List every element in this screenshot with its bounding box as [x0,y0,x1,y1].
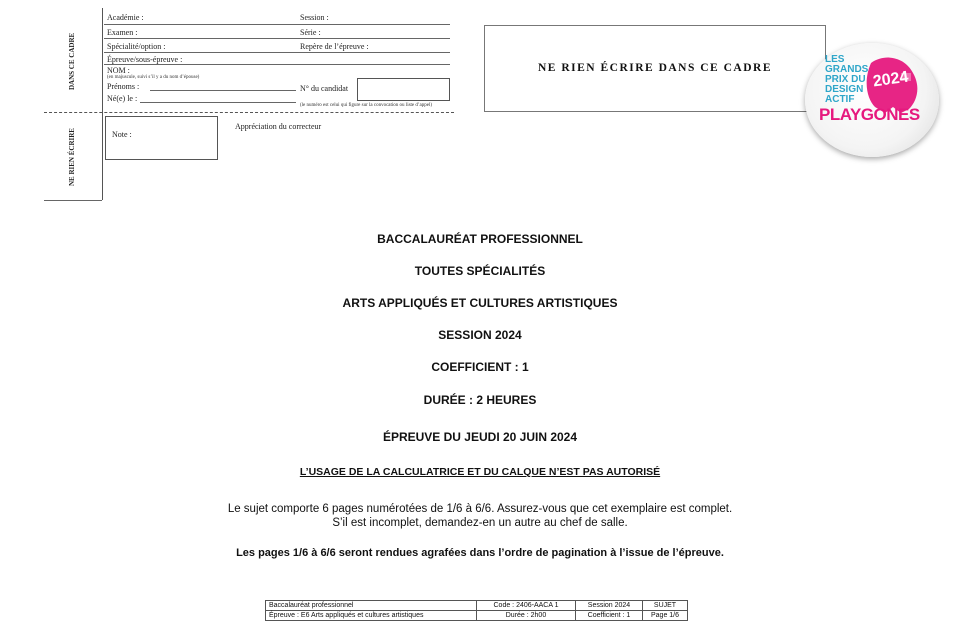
exam-line-1: BACCALAURÉAT PROFESSIONNEL [377,232,583,246]
academie-label: Académie : [107,13,144,22]
row-line [104,64,450,65]
table-cell: Code : 2406-AACA 1 [477,601,576,611]
exam-paragraph-2: S’il est incomplet, demandez-en un autre au chef de salle. [332,517,628,529]
form-left-border [102,8,103,200]
table-cell: Page 1/6 [643,611,688,621]
table-cell: Épreuve : E6 Arts appliqués et cultures artistiques [266,611,477,621]
exam-line-3: ARTS APPLIQUÉS ET CULTURES ARTISTIQUES [342,296,618,310]
row-line [104,52,450,53]
exam-line-4: SESSION 2024 [438,328,522,342]
exam-date: ÉPREUVE DU JEUDI 20 JUIN 2024 [382,430,578,444]
badge-year: 2024 [871,68,910,91]
badge-line5: ACTIF [825,94,855,105]
badge-brand: PLAYGONES [819,105,920,124]
table-cell: Coefficient : 1 [576,611,643,621]
exam-line-2: TOUTES SPÉCIALITÉS [414,264,546,278]
note-box[interactable] [105,116,218,160]
session-label: Session : [300,13,329,22]
repere-label: Repère de l’épreuve : [300,42,369,51]
nom-label: NOM : [107,66,130,75]
playgones-badge [805,43,939,157]
row-line [104,24,450,25]
row-line [140,102,296,103]
table-row [266,601,688,611]
exam-line-5: COEFFICIENT : 1 [431,360,529,374]
cut-line [44,112,454,113]
prenoms-label: Prénoms : [107,82,140,91]
footer-table [265,600,688,621]
appreciation-label: Appréciation du correcteur [235,122,322,131]
specialite-label: Spécialité/option : [107,42,166,51]
row-line [150,90,296,91]
table-cell: SUJET [643,601,688,611]
epreuve-label: Épreuve/sous-épreuve : [107,55,183,64]
candidate-number-box[interactable] [357,78,450,101]
serie-label: Série : [300,28,321,37]
exam-paragraph-1: Le sujet comporte 6 pages numérotées de 1/6 à 6/6. Assurez-vous que cet exemplaire est complet. [227,503,733,515]
note-label: Note : [112,130,132,139]
badge-line4: DESIGN [825,84,864,95]
table-cell: Session 2024 [576,601,643,611]
vertical-label-bottom: NE RIEN ÉCRIRE [68,128,76,186]
nom-hint: (en majuscule, suivi s’il y a du nom d’épouse) [107,75,200,80]
table-row [266,611,688,621]
badge-line1: LES [825,54,845,65]
ne-le-label: Né(e) le : [107,94,138,103]
table-cell: Baccalauréat professionnel [266,601,477,611]
candidat-label: N° du candidat [300,84,349,93]
do-not-write-frame [484,25,826,112]
exam-notice: L’USAGE DE LA CALCULATRICE ET DU CALQUE N’EST PAS AUTORISÉ [299,466,661,478]
examen-label: Examen : [107,28,138,37]
exam-paragraph-3: Les pages 1/6 à 6/6 seront rendues agrafées dans l’ordre de pagination à l’issue de l’épreuve. [236,547,724,559]
do-not-write-text: NE RIEN ÉCRIRE DANS CE CADRE [537,62,772,74]
exam-line-6: DURÉE : 2 HEURES [423,393,537,407]
candidat-hint: (le numéro est celui qui figure sur la convocation ou liste d’appel) [300,103,433,108]
badge-line3: PRIX DU [825,74,866,85]
table-cell: Durée : 2h00 [477,611,576,621]
form-bottom-border [44,200,102,201]
row-line [104,38,450,39]
badge-line2: GRANDS [825,64,869,75]
badge-text-block [825,55,868,105]
vertical-label-top: DANS CE CADRE [68,32,76,90]
